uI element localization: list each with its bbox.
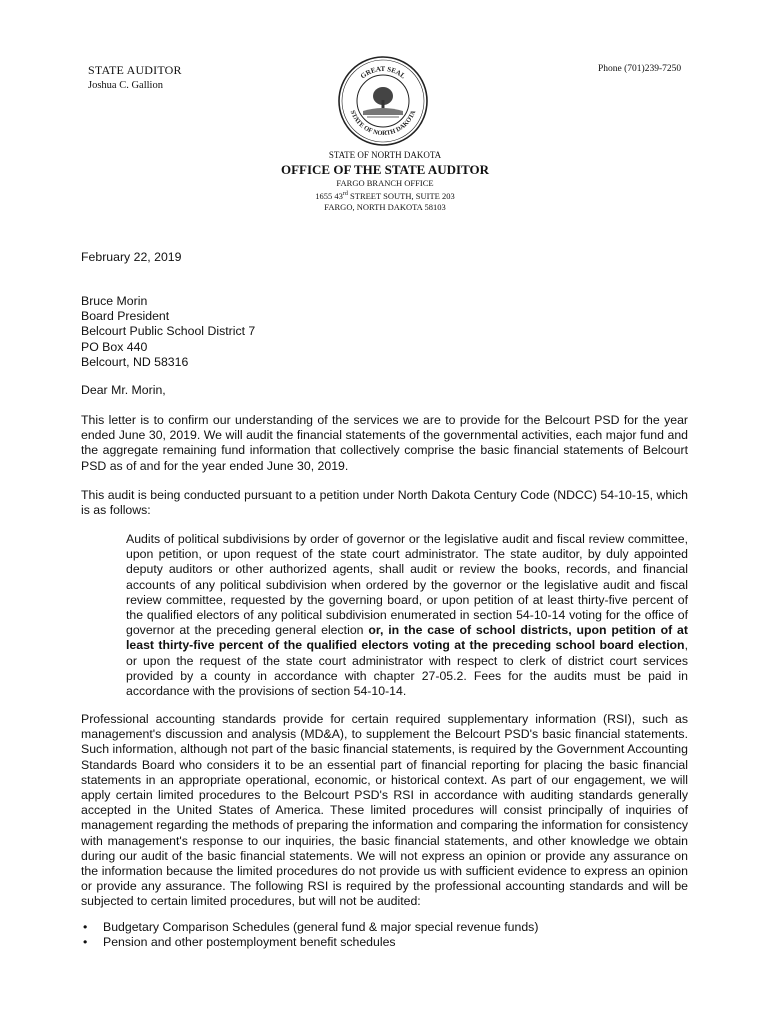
list-item: • Pension and other postemployment benefit schedules: [83, 935, 396, 950]
letterhead-left: [88, 63, 182, 91]
office-branch: FARGO BRANCH OFFICE: [336, 178, 434, 188]
statute-quote-bold: or, in the case of school districts, upon petition of at least thirty-five percent of the qualified electors voting at the preceding school board election: [126, 623, 688, 653]
office-title: STATE AUDITOR: [88, 63, 182, 77]
recipient-line: Board President: [81, 309, 170, 324]
state-seal-icon: [337, 55, 429, 147]
recipient-line: Belcourt Public School District 7: [81, 324, 256, 339]
svg-text:GREAT SEAL: [359, 65, 407, 81]
phone-number: Phone (701)239-7250: [598, 64, 682, 74]
office-name: OFFICE OF THE STATE AUDITOR: [280, 162, 490, 177]
auditor-name: Joshua C. Gallion: [88, 80, 163, 91]
office-state: STATE OF NORTH DAKOTA: [328, 150, 442, 160]
office-city: FARGO, NORTH DAKOTA 58103: [324, 201, 446, 212]
list-item: • Budgetary Comparison Schedules (general fund & major special revenue funds): [83, 920, 539, 934]
salutation: Dear Mr. Morin,: [81, 383, 166, 397]
seal-bottom-text: STATE OF NORTH DAKOTA: [348, 109, 418, 138]
seal-top-text: GREAT SEAL: [359, 64, 407, 81]
statute-quote: Audits of political subdivisions by order of governor or the legislative audit and fiscal review committee, upon petition, or upon request of the state court administrator. The state auditor, by duly appointed deputy auditors or other authorized agents, shall audit or review the books, records, and financial accounts of any political subdivision when ordered by the governor or the legislative audit and fiscal review committee, requested by the governing board, or upon petition of at least thirty-five percent of the qualified electors of any political subdivision enumerated in section 54-10-14 voting for the office of governor at the preceding general election or, in the case of school districts, upon petition of at least thirty-five percent of the qualified electors voting at the preceding school board election, or upon the request of the state court administrator with respect to clerk of district court services provided by a county in accordance with chapter 27-05.2. Fees for the audits must be paid in accordance with the provisions of section 54-10-14.: [126, 532, 688, 699]
recipient-line: Bruce Morin: [81, 294, 148, 308]
recipient-line: Belcourt, ND 58316: [81, 354, 189, 369]
recipient-address: [81, 294, 688, 370]
paragraph-petition: This audit is being conducted pursuant to a petition under North Dakota Century Code (NDCC) 54-10-15, which is as follows:: [81, 488, 688, 518]
letter-date: February 22, 2019: [81, 250, 182, 264]
paragraph-engagement: This letter is to confirm our understanding of the services we are to provide for the Belcourt PSD for the year ended June 30, 2019. We will audit the financial statements of the governmental activities, each major fund and the aggregate remaining fund information that collectively comprise the basic financial statements of Belcourt PSD as of and for the year ended June 30, 2019.: [81, 413, 688, 473]
rsi-list: [81, 920, 538, 950]
office-block: [0, 150, 770, 213]
office-street: 1655 43rd STREET SOUTH, SUITE 203: [315, 190, 455, 201]
recipient-line: PO Box 440: [81, 339, 148, 354]
paragraph-rsi: Professional accounting standards provide for certain required supplementary information (RSI), such as management's discussion and analysis (MD&A), to supplement the Belcourt PSD's basic financial statements. Such information, although not part of the basic financial statements, is required by the Government Accounting Standards Board who considers it to be an essential part of financial reporting for placing the basic financial statements in an appropriate operational, economic, or historical context. As part of our engagement, we will apply certain limited procedures to the Belcourt PSD's RSI in accordance with auditing standards generally accepted in the United States of America. These limited procedures will consist principally of inquiries of management regarding the methods of preparing the information and comparing the information for consistency with management's response to our inquiries, the basic financial statements, and other knowledge we obtain during our audit of the basic financial statements. We will not express an opinion or provide any assurance on the information because the limited procedures do not provide us with sufficient evidence to express an opinion or provide any assurance. The following RSI is required by the professional accounting standards and will be subjected to certain limited procedures, but will not be audited:: [81, 712, 688, 909]
